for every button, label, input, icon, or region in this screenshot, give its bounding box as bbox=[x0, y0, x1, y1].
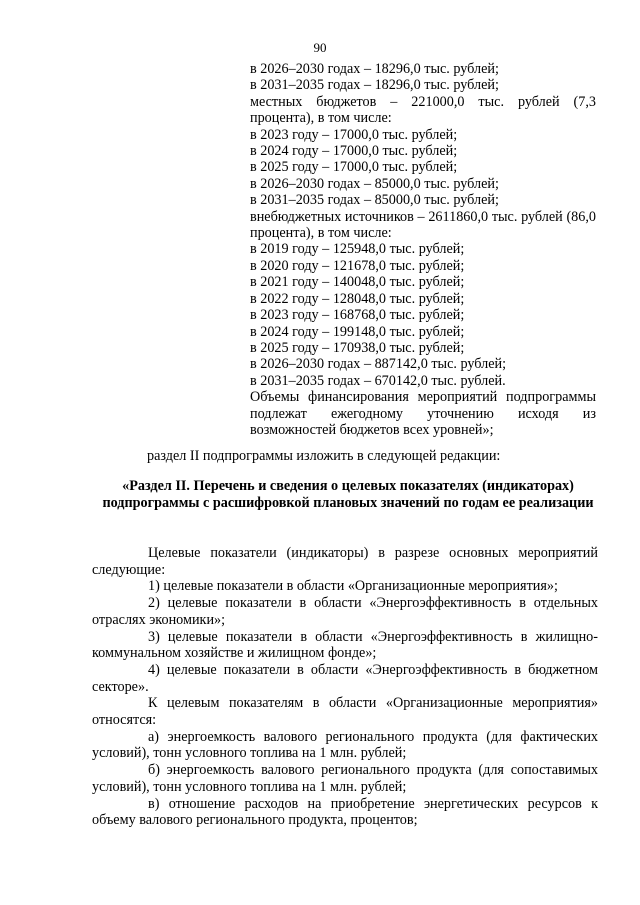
funding-line: в 2019 году – 125948,0 тыс. рублей; bbox=[250, 241, 465, 258]
list-item: в) отношение расходов на приобретение энергетических ресурсов к объему валового регионального продукта, процентов; bbox=[92, 795, 598, 829]
funding-line: в 2031–2035 годах – 85000,0 тыс. рублей; bbox=[250, 192, 499, 209]
list-item: б) энергоемкость валового регионального продукта (для сопоставимых условий), тонн условного топлива на 1 млн. рублей; bbox=[92, 762, 598, 795]
funding-line: в 2023 году – 168768,0 тыс. рублей; bbox=[250, 307, 465, 324]
funding-line: в 2022 году – 128048,0 тыс. рублей; bbox=[250, 290, 465, 307]
funding-note: Объемы финансирования мероприятий подпрограммы подлежат ежегодному уточнению исходя из возможностей бюджетов всех уровней»; bbox=[250, 389, 596, 438]
funding-line: в 2025 году – 17000,0 тыс. рублей; bbox=[250, 159, 458, 176]
amendment-intro: раздел II подпрограммы изложить в следующей редакции: bbox=[147, 448, 501, 464]
section-body bbox=[92, 545, 598, 829]
body-paragraph: К целевым показателям в области «Организационные мероприятия» относятся: bbox=[92, 695, 598, 729]
body-paragraph: Целевые показатели (индикаторы) в разрезе основных мероприятий следующие: bbox=[92, 545, 598, 578]
funding-line: в 2024 году – 199148,0 тыс. рублей; bbox=[250, 323, 465, 340]
funding-line: в 2026–2030 годах – 887142,0 тыс. рублей; bbox=[250, 356, 507, 373]
funding-line: в 2025 году – 170938,0 тыс. рублей; bbox=[250, 339, 465, 356]
funding-line: в 2024 году – 17000,0 тыс. рублей; bbox=[250, 143, 458, 160]
funding-line-extrabudgetary: внебюджетных источников – 2611860,0 тыс. рублей (86,0 процента), в том числе: bbox=[250, 208, 596, 242]
funding-line-local-budgets: местных бюджетов – 221000,0 тыс. рублей (7,3 процента), в том числе: bbox=[250, 93, 596, 127]
funding-line: в 2021 году – 140048,0 тыс. рублей; bbox=[250, 274, 465, 291]
list-item: 1) целевые показатели в области «Организационные мероприятия»; bbox=[148, 578, 558, 595]
page-number: 90 bbox=[313, 40, 327, 55]
funding-line: в 2023 году – 17000,0 тыс. рублей; bbox=[250, 126, 458, 143]
section-heading: «Раздел II. Перечень и сведения о целевых показателях (индикаторах) подпрограммы с расшифровкой плановых значений по годам ее реализации bbox=[102, 478, 594, 511]
funding-line: в 2026–2030 годах – 85000,0 тыс. рублей; bbox=[250, 175, 499, 192]
funding-line: в 2031–2035 годах – 670142,0 тыс. рублей. bbox=[250, 372, 506, 389]
list-item: 4) целевые показатели в области «Энергоэффективность в бюджетном секторе». bbox=[92, 661, 598, 695]
list-item: 2) целевые показатели в области «Энергоэффективность в отдельных отраслях экономики»; bbox=[92, 595, 598, 628]
list-item: а) энергоемкость валового регионального продукта (для фактических условий), тонн условного топлива на 1 млн. рублей; bbox=[92, 728, 598, 762]
funding-line: в 2031–2035 годах – 18296,0 тыс. рублей; bbox=[250, 77, 499, 94]
funding-line: в 2026–2030 годах – 18296,0 тыс. рублей; bbox=[250, 61, 499, 77]
funding-breakdown bbox=[250, 61, 596, 438]
list-item: 3) целевые показатели в области «Энергоэффективность в жилищно-коммунальном хозяйстве и жилищном фонде»; bbox=[92, 628, 598, 662]
funding-line: в 2020 году – 121678,0 тыс. рублей; bbox=[250, 257, 465, 274]
